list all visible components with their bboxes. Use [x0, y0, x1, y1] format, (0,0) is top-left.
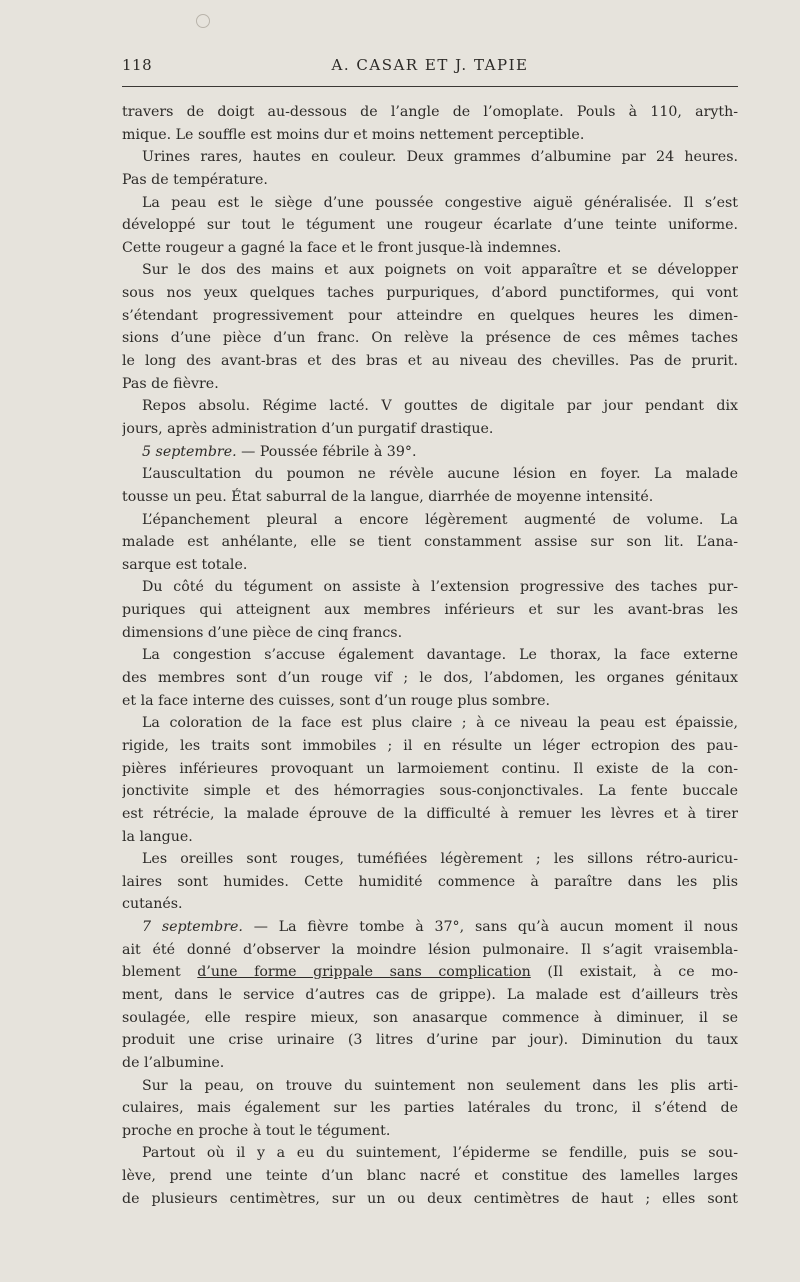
- text-line: [122, 961, 738, 984]
- text-line: [122, 395, 738, 418]
- text-line: [122, 486, 738, 509]
- page-header: [122, 56, 738, 80]
- text-content: la langue.: [122, 828, 193, 845]
- text-line: [122, 509, 738, 532]
- text-content: s’étendant progressivement pour atteindre en quelques heures les dimen-: [122, 307, 738, 324]
- text-fragment: blement: [122, 964, 181, 981]
- text-content: travers de doigt au-dessous de l’angle de l’omoplate. Pouls à 110, aryth-: [122, 104, 738, 120]
- text-content: La peau est le siège d’une poussée congestive aiguë généralisée. Il s’est: [142, 194, 738, 211]
- text-content: Du côté du tégument on assiste à l’extension progressive des taches pur-: [142, 579, 738, 596]
- text-line: [122, 893, 738, 916]
- text-line: [122, 350, 738, 373]
- text-line: [122, 327, 738, 350]
- text-line: [122, 531, 738, 554]
- text-line: [122, 1007, 738, 1030]
- text-line: [122, 373, 738, 396]
- text-line: [122, 735, 738, 758]
- text-line: [122, 576, 738, 599]
- text-line: [122, 1029, 738, 1052]
- text-content: culaires, mais également sur les parties latérales du tronc, il s’étend de: [122, 1100, 738, 1117]
- text-content: (Il existait, à ce mo-: [547, 964, 738, 981]
- text-line: [122, 282, 738, 305]
- text-line: [122, 169, 738, 192]
- text-line: [122, 305, 738, 328]
- text-content: lève, prend une teinte d’un blanc nacré et constitue des lamelles larges: [122, 1168, 738, 1185]
- text-line: [122, 984, 738, 1007]
- text-content: — Poussée fébrile à 39°.: [241, 443, 417, 460]
- text-content: Urines rares, hautes en couleur. Deux grammes d’albumine par 24 heures.: [142, 149, 738, 166]
- text-content: soulagée, elle respire mieux, son anasarque commence à diminuer, il se: [122, 1009, 738, 1026]
- text-content: La congestion s’accuse également davantage. Le thorax, la face externe: [142, 647, 738, 664]
- library-stamp-mark: [196, 14, 210, 28]
- text-content: L’auscultation du poumon ne révèle aucune lésion en foyer. La malade: [142, 466, 738, 483]
- body-text: [122, 101, 738, 1210]
- text-content: Pas de fièvre.: [122, 375, 219, 392]
- text-content: pières inférieures provoquant un larmoiement continu. Il existe de la con-: [122, 760, 738, 777]
- text-content: La coloration de la face est plus claire ; à ce niveau la peau est épaissie,: [142, 715, 738, 732]
- text-line: [122, 237, 738, 260]
- text-content: Repos absolu. Régime lacté. V gouttes de digitale par jour pendant dix: [142, 398, 738, 415]
- text-line: [122, 712, 738, 735]
- text-content: rigide, les traits sont immobiles ; il en résulte un léger ectropion des pau-: [122, 737, 738, 754]
- text-content: sarque est totale.: [122, 556, 248, 573]
- text-line: [122, 916, 738, 939]
- text-content: de plusieurs centimètres, sur un ou deux centimètres de haut ; elles sont: [122, 1190, 738, 1207]
- text-line: [122, 1097, 738, 1120]
- text-line: [122, 871, 738, 894]
- text-content: jonctivite simple et des hémorragies sous-conjonctivales. La fente buccale: [122, 783, 738, 800]
- text-content: ait été donné d’observer la moindre lésion pulmonaire. Il s’agit vraisembla-: [122, 941, 738, 958]
- text-line: [122, 214, 738, 237]
- text-content: mique. Le souffle est moins dur et moins nettement perceptible.: [122, 126, 585, 143]
- text-content: laires sont humides. Cette humidité commence à paraître dans les plis: [122, 873, 738, 890]
- text-content: tousse un peu. État saburral de la langue, diarrhée de moyenne intensité.: [122, 488, 654, 505]
- text-content: Partout où il y a eu du suintement, l’épiderme se fendille, puis se sou-: [142, 1145, 738, 1162]
- text-line: [122, 101, 738, 124]
- running-title: A. CASAR ET J. TAPIE: [331, 56, 529, 74]
- text-content: ment, dans le service d’autres cas de grippe). La malade est d’ailleurs très: [122, 986, 738, 1003]
- text-line: [122, 1075, 738, 1098]
- text-content: Sur la peau, on trouve du suintement non seulement dans les plis arti-: [142, 1077, 738, 1094]
- text-line: [122, 1142, 738, 1165]
- text-line: [122, 418, 738, 441]
- text-line: [122, 1188, 738, 1211]
- header-rule: [122, 86, 738, 87]
- text-content: Pas de température.: [122, 171, 268, 188]
- text-line: [122, 554, 738, 577]
- text-line: [122, 803, 738, 826]
- date-heading: 7 septembre.: [142, 919, 243, 936]
- text-line: [122, 192, 738, 215]
- text-line: [122, 644, 738, 667]
- text-line: [122, 780, 738, 803]
- text-line: [122, 690, 738, 713]
- text-content: est rétrécie, la malade éprouve de la difficulté à remuer les lèvres et à tirer: [122, 805, 738, 822]
- text-content: sions d’une pièce d’un franc. On relève la présence de ces mêmes taches: [122, 330, 738, 347]
- text-line: [122, 939, 738, 962]
- date-heading: 5 septembre.: [142, 443, 237, 460]
- text-line: [122, 146, 738, 169]
- text-line: [122, 463, 738, 486]
- text-line: [122, 622, 738, 645]
- text-line: [122, 441, 738, 464]
- page-number: 118: [122, 56, 153, 74]
- text-content: Cette rougeur a gagné la face et le front jusque-là indemnes.: [122, 239, 562, 256]
- text-content: proche en proche à tout le tégument.: [122, 1122, 391, 1139]
- text-content: sous nos yeux quelques taches purpuriques, d’abord punctiformes, qui vont: [122, 285, 738, 302]
- text-content: Les oreilles sont rouges, tuméfiées légèrement ; les sillons rétro-auricu-: [142, 851, 738, 868]
- text-content: L’épanchement pleural a encore légèrement augmenté de volume. La: [142, 511, 738, 528]
- text-content: dimensions d’une pièce de cinq francs.: [122, 624, 403, 641]
- text-content: et la face interne des cuisses, sont d’un rouge plus sombre.: [122, 692, 551, 709]
- text-content: produit une crise urinaire (3 litres d’urine par jour). Diminution du taux: [122, 1032, 738, 1049]
- text-line: [122, 758, 738, 781]
- text-line: [122, 259, 738, 282]
- text-line: [122, 1052, 738, 1075]
- text-content: le long des avant-bras et des bras et au niveau des chevilles. Pas de prurit.: [122, 353, 738, 370]
- text-content: malade est anhélante, elle se tient constamment assise sur son lit. L’ana-: [122, 534, 738, 551]
- text-line: [122, 848, 738, 871]
- text-line: [122, 826, 738, 849]
- text-content: puriques qui atteignent aux membres inférieurs et sur les avant-bras les: [122, 602, 738, 619]
- text-content: des membres sont d’un rouge vif ; le dos, l’abdomen, les organes génitaux: [122, 670, 738, 687]
- text-line: [122, 124, 738, 147]
- text-line: [122, 1165, 738, 1188]
- text-content: de l’albumine.: [122, 1054, 225, 1071]
- text-line: [122, 599, 738, 622]
- text-content: — La fièvre tombe à 37°, sans qu’à aucun moment il nous: [253, 919, 738, 936]
- text-line: [122, 1120, 738, 1143]
- text-content: jours, après administration d’un purgatif drastique.: [122, 420, 494, 437]
- text-content: Sur le dos des mains et aux poignets on voit apparaître et se développer: [142, 262, 738, 279]
- underlined-phrase: d’une forme grippale sans complication: [197, 964, 531, 981]
- text-line: [122, 667, 738, 690]
- text-content: cutanés.: [122, 896, 183, 913]
- text-content: développé sur tout le tégument une rougeur écarlate d’une teinte uniforme.: [122, 217, 738, 234]
